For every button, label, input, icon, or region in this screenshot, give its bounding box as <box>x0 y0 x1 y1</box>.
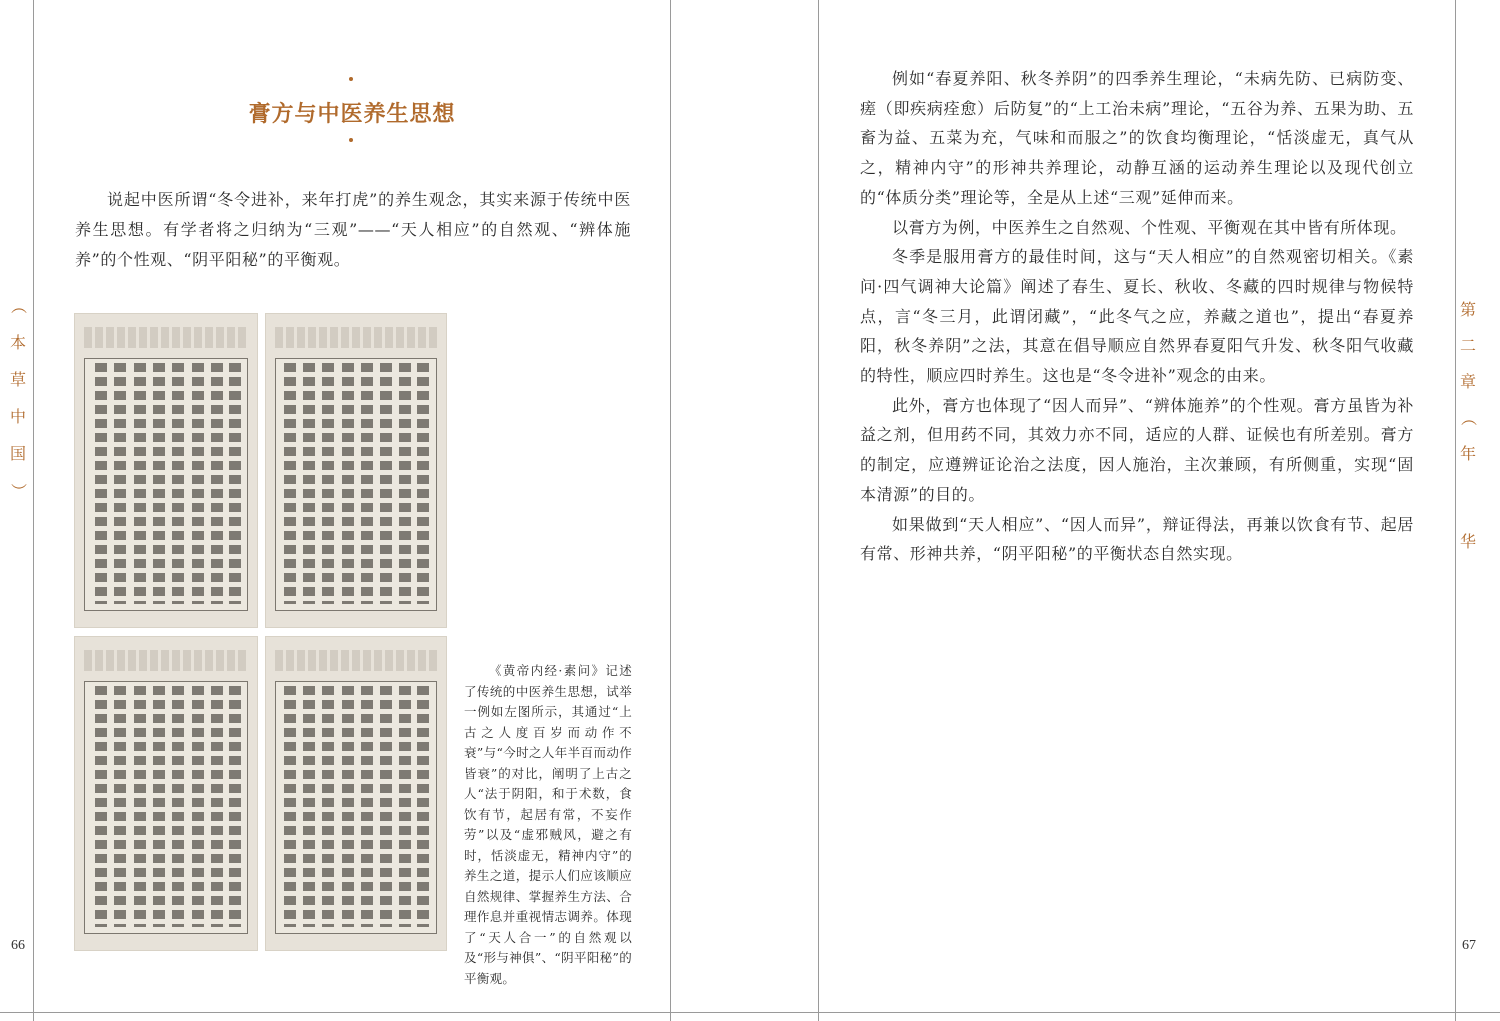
right-page-body <box>860 64 1414 569</box>
body-paragraph: 如果做到“天人相应”、“因人而异”，辩证得法，再兼以饮食有节、起居有常、形神共养，“阴平阳秘”的平衡状态自然实现。 <box>860 514 1414 564</box>
body-paragraph: 例如“春夏养阳、秋冬养阴”的四季养生理论，“未病先防、已病防变、瘥（即疾病痊愈）后防复”的“上工治未病”理论，“五谷为养、五果为助、五畜为益、五菜为充，气味和而服之”的饮食均衡理论，“恬淡虚无，真气从之，精神内守”的形神共养理论，动静互涵的运动养生理论以及现代创立的“体质分类”理论等，全是从上述“三观”延伸而来。 <box>860 69 1414 207</box>
body-paragraph: 以膏方为例，中医养生之自然观、个性观、平衡观在其中皆有所体现。 <box>892 217 1407 237</box>
body-paragraph: 冬季是服用膏方的最佳时间，这与“天人相应”的自然观密切相关。《素问·四气调神大论篇》阐述了春生、夏长、秋收、冬藏的四时规律与物候特点，言“冬三月，此谓闭藏”，“此冬气之应，养藏之道也”，提出“春夏养阳，秋冬养阴”之法，其意在倡导顺应自然界春夏阳气升发、秋冬阳气收藏的特性，顺应四时养生。这也是“冬令进补”观念的由来。 <box>860 247 1414 386</box>
intro-paragraph <box>75 185 631 275</box>
ancient-text-scan-image <box>265 636 447 951</box>
running-title-char: 章 <box>1460 372 1477 391</box>
running-title-char: 年 <box>1460 444 1477 463</box>
running-title-char: 国 <box>10 444 27 463</box>
page-number-left: 66 <box>11 938 25 953</box>
ancient-text-scan-image <box>265 313 447 628</box>
left-running-title <box>9 297 29 500</box>
right-running-title <box>1459 300 1479 551</box>
running-title-char: （ <box>1459 409 1479 427</box>
running-title-char: 第 <box>1460 300 1477 319</box>
right-outer-rule <box>1455 0 1456 1021</box>
body-paragraph: 此外，膏方也体现了“因人而异”、“辨体施养”的个性观。膏方虽皆为补益之剂，但用药不同，其效力亦不同，适应的人群、证候也有所差别。膏方的制定，应遵辨证论治之法度，因人施治，主次兼顾，有所侧重，实现“固本清源”的目的。 <box>860 395 1414 504</box>
intro-paragraph-text: 说起中医所谓“冬令进补，来年打虎”的养生观念，其实来源于传统中医养生思想。有学者将之归纳为“三观”——“天人相应”的自然观、“辨体施养”的个性观、“阴平阳秘”的平衡观。 <box>75 190 631 269</box>
running-title-char: 中 <box>10 407 27 426</box>
running-title-char: 本 <box>10 333 27 352</box>
figure-caption: 《黄帝内经·素问》记述了传统的中医养生思想，试举一例如左图所示，其通过“上古之人度百岁而动作不衰”与“今时之人年半百而动作皆衰”的对比，阐明了上古之人“法于阴阳，和于术数，食饮有节，起居有常，不妄作劳”以及“虚邪贼风，避之有时，恬淡虚无，精神内守”的养生之道，提示人们应该顺应自然规律、掌握养生方法、合理作息并重视情志调养。体现了“天人合一”的自然观以及“形与神俱”、“阴平阳秘”的平衡观。 <box>464 663 632 986</box>
running-title-char: （ <box>9 297 29 315</box>
page-number-right: 67 <box>1462 938 1476 953</box>
ancient-text-scan-image <box>74 636 258 951</box>
title-ornament-bottom <box>349 138 353 142</box>
gutter-rule-right <box>818 0 819 1021</box>
running-title-char: 华 <box>1460 532 1477 551</box>
ancient-text-scan-image <box>74 313 258 628</box>
running-title-char: ） <box>9 482 29 500</box>
left-outer-rule <box>33 0 34 1021</box>
running-title-char: 草 <box>10 370 27 389</box>
running-title-char: 二 <box>1460 336 1477 355</box>
bottom-rule <box>0 1012 1500 1013</box>
section-title: 膏方与中医养生思想 <box>248 101 456 127</box>
gutter-rule-left <box>670 0 671 1021</box>
title-ornament-top <box>349 77 353 81</box>
